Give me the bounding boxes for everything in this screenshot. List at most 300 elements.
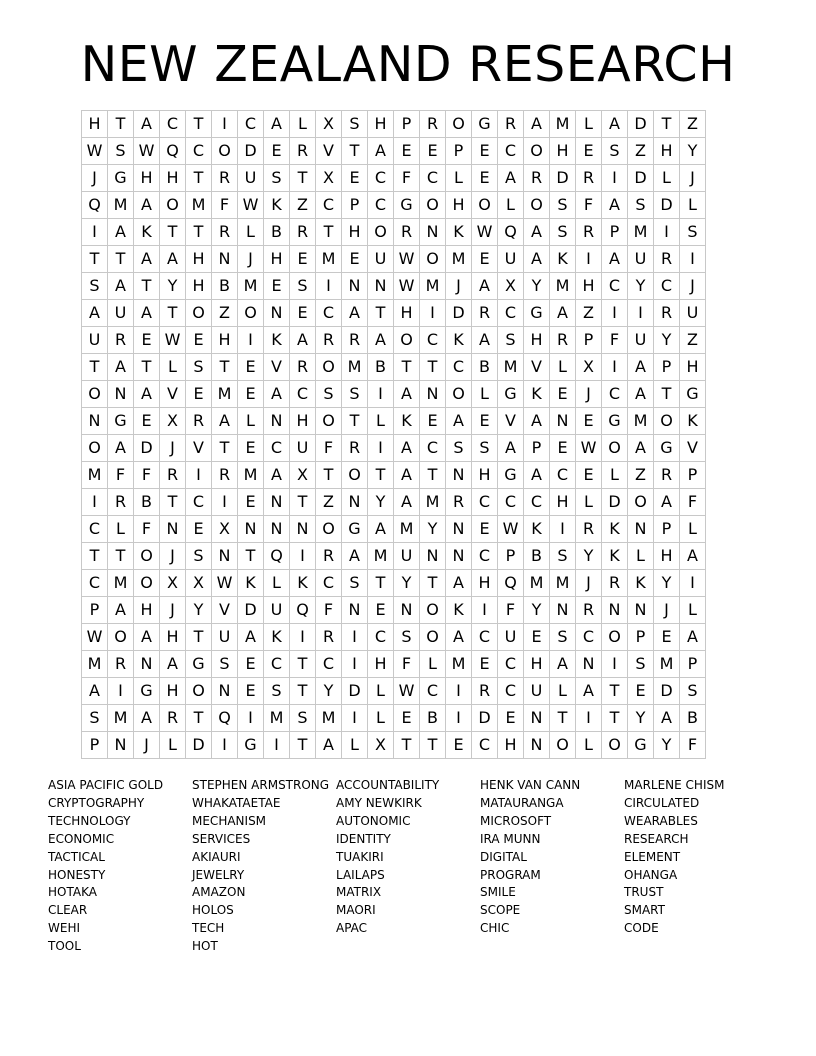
grid-cell[interactable]: I [472, 597, 498, 624]
grid-cell[interactable]: R [186, 408, 212, 435]
grid-cell[interactable]: A [108, 219, 134, 246]
grid-cell[interactable]: A [394, 462, 420, 489]
grid-cell[interactable]: D [342, 678, 368, 705]
grid-cell[interactable]: Y [576, 543, 602, 570]
grid-cell[interactable]: C [472, 543, 498, 570]
grid-cell[interactable]: H [160, 165, 186, 192]
grid-cell[interactable]: Q [498, 219, 524, 246]
grid-cell[interactable]: M [264, 705, 290, 732]
grid-cell[interactable]: I [238, 327, 264, 354]
grid-cell[interactable]: T [160, 219, 186, 246]
grid-cell[interactable]: T [160, 300, 186, 327]
grid-cell[interactable]: H [82, 111, 108, 138]
grid-cell[interactable]: Y [524, 597, 550, 624]
grid-cell[interactable]: A [654, 705, 680, 732]
grid-cell[interactable]: M [420, 273, 446, 300]
grid-cell[interactable]: D [186, 732, 212, 759]
grid-cell[interactable]: J [160, 543, 186, 570]
grid-cell[interactable]: O [550, 732, 576, 759]
grid-cell[interactable]: U [238, 165, 264, 192]
grid-cell[interactable]: C [524, 489, 550, 516]
grid-cell[interactable]: I [186, 462, 212, 489]
grid-cell[interactable]: M [108, 192, 134, 219]
grid-cell[interactable]: H [472, 570, 498, 597]
grid-cell[interactable]: N [108, 732, 134, 759]
grid-cell[interactable]: A [602, 111, 628, 138]
grid-cell[interactable]: I [420, 300, 446, 327]
grid-cell[interactable]: O [602, 435, 628, 462]
grid-cell[interactable]: A [472, 273, 498, 300]
grid-cell[interactable]: P [680, 651, 706, 678]
grid-cell[interactable]: G [134, 678, 160, 705]
grid-cell[interactable]: M [550, 273, 576, 300]
grid-cell[interactable]: X [160, 570, 186, 597]
grid-cell[interactable]: E [628, 678, 654, 705]
grid-cell[interactable]: O [420, 597, 446, 624]
grid-cell[interactable]: E [264, 273, 290, 300]
grid-cell[interactable]: R [472, 678, 498, 705]
grid-cell[interactable]: F [576, 192, 602, 219]
grid-cell[interactable]: A [134, 705, 160, 732]
grid-cell[interactable]: L [420, 651, 446, 678]
grid-cell[interactable]: O [420, 624, 446, 651]
grid-cell[interactable]: A [264, 381, 290, 408]
grid-cell[interactable]: T [368, 300, 394, 327]
grid-cell[interactable]: I [550, 516, 576, 543]
grid-cell[interactable]: C [186, 138, 212, 165]
grid-cell[interactable]: L [446, 165, 472, 192]
grid-cell[interactable]: N [264, 489, 290, 516]
grid-cell[interactable]: O [602, 624, 628, 651]
grid-cell[interactable]: V [186, 435, 212, 462]
grid-cell[interactable]: E [290, 246, 316, 273]
grid-cell[interactable]: U [82, 327, 108, 354]
grid-cell[interactable]: A [290, 327, 316, 354]
grid-cell[interactable]: J [680, 273, 706, 300]
grid-cell[interactable]: J [238, 246, 264, 273]
grid-cell[interactable]: U [264, 597, 290, 624]
grid-cell[interactable]: F [134, 462, 160, 489]
grid-cell[interactable]: E [134, 327, 160, 354]
grid-cell[interactable]: G [628, 732, 654, 759]
grid-cell[interactable]: H [680, 354, 706, 381]
grid-cell[interactable]: I [446, 678, 472, 705]
grid-cell[interactable]: K [264, 192, 290, 219]
grid-cell[interactable]: C [498, 489, 524, 516]
grid-cell[interactable]: M [238, 462, 264, 489]
grid-cell[interactable]: T [290, 678, 316, 705]
grid-cell[interactable]: P [680, 462, 706, 489]
grid-cell[interactable]: H [342, 219, 368, 246]
grid-cell[interactable]: O [394, 327, 420, 354]
grid-cell[interactable]: E [290, 300, 316, 327]
grid-cell[interactable]: U [498, 246, 524, 273]
grid-cell[interactable]: Y [628, 705, 654, 732]
grid-cell[interactable]: K [680, 408, 706, 435]
grid-cell[interactable]: K [446, 219, 472, 246]
grid-cell[interactable]: F [316, 435, 342, 462]
grid-cell[interactable]: U [680, 300, 706, 327]
grid-cell[interactable]: K [446, 597, 472, 624]
grid-cell[interactable]: A [108, 597, 134, 624]
grid-cell[interactable]: A [394, 435, 420, 462]
grid-cell[interactable]: G [524, 300, 550, 327]
grid-cell[interactable]: S [680, 219, 706, 246]
grid-cell[interactable]: C [550, 462, 576, 489]
grid-cell[interactable]: O [472, 192, 498, 219]
grid-cell[interactable]: L [550, 678, 576, 705]
grid-cell[interactable]: Y [316, 678, 342, 705]
grid-cell[interactable]: T [654, 111, 680, 138]
grid-cell[interactable]: E [394, 138, 420, 165]
grid-cell[interactable]: K [394, 408, 420, 435]
grid-cell[interactable]: M [212, 381, 238, 408]
grid-cell[interactable]: D [602, 489, 628, 516]
grid-cell[interactable]: R [654, 300, 680, 327]
grid-cell[interactable]: A [394, 381, 420, 408]
grid-cell[interactable]: V [524, 354, 550, 381]
grid-cell[interactable]: A [368, 327, 394, 354]
grid-cell[interactable]: M [316, 246, 342, 273]
grid-cell[interactable]: E [550, 381, 576, 408]
grid-cell[interactable]: A [524, 111, 550, 138]
grid-cell[interactable]: O [82, 381, 108, 408]
grid-cell[interactable]: A [134, 624, 160, 651]
grid-cell[interactable]: A [342, 300, 368, 327]
grid-cell[interactable]: L [368, 705, 394, 732]
grid-cell[interactable]: U [368, 246, 394, 273]
grid-cell[interactable]: A [342, 543, 368, 570]
grid-cell[interactable]: N [524, 705, 550, 732]
grid-cell[interactable]: B [368, 354, 394, 381]
grid-cell[interactable]: C [186, 489, 212, 516]
grid-cell[interactable]: T [342, 408, 368, 435]
grid-cell[interactable]: N [446, 543, 472, 570]
grid-cell[interactable]: O [212, 138, 238, 165]
grid-cell[interactable]: W [576, 435, 602, 462]
grid-cell[interactable]: F [316, 597, 342, 624]
grid-cell[interactable]: M [628, 219, 654, 246]
grid-cell[interactable]: H [212, 327, 238, 354]
grid-cell[interactable]: E [576, 462, 602, 489]
grid-cell[interactable]: G [238, 732, 264, 759]
grid-cell[interactable]: M [82, 462, 108, 489]
grid-cell[interactable]: O [316, 354, 342, 381]
grid-cell[interactable]: H [446, 192, 472, 219]
grid-cell[interactable]: D [238, 597, 264, 624]
grid-cell[interactable]: R [654, 246, 680, 273]
grid-cell[interactable]: E [264, 138, 290, 165]
grid-cell[interactable]: N [420, 381, 446, 408]
grid-cell[interactable]: T [82, 543, 108, 570]
grid-cell[interactable]: N [264, 516, 290, 543]
grid-cell[interactable]: O [238, 300, 264, 327]
grid-cell[interactable]: T [654, 381, 680, 408]
grid-cell[interactable]: L [290, 111, 316, 138]
grid-cell[interactable]: G [394, 192, 420, 219]
grid-cell[interactable]: I [82, 489, 108, 516]
grid-cell[interactable]: E [654, 624, 680, 651]
grid-cell[interactable]: E [134, 408, 160, 435]
grid-cell[interactable]: G [342, 516, 368, 543]
grid-cell[interactable]: L [550, 354, 576, 381]
grid-cell[interactable]: L [576, 111, 602, 138]
grid-cell[interactable]: O [446, 381, 472, 408]
grid-cell[interactable]: A [680, 543, 706, 570]
grid-cell[interactable]: L [238, 219, 264, 246]
grid-cell[interactable]: L [238, 408, 264, 435]
grid-cell[interactable]: H [134, 165, 160, 192]
grid-cell[interactable]: R [576, 219, 602, 246]
grid-cell[interactable]: N [160, 516, 186, 543]
grid-cell[interactable]: T [420, 570, 446, 597]
grid-cell[interactable]: Q [160, 138, 186, 165]
grid-cell[interactable]: K [628, 570, 654, 597]
grid-cell[interactable]: J [576, 570, 602, 597]
grid-cell[interactable]: I [342, 624, 368, 651]
grid-cell[interactable]: O [446, 111, 472, 138]
grid-cell[interactable]: E [550, 435, 576, 462]
grid-cell[interactable]: T [420, 732, 446, 759]
grid-cell[interactable]: T [186, 219, 212, 246]
grid-cell[interactable]: O [602, 732, 628, 759]
grid-cell[interactable]: N [264, 408, 290, 435]
grid-cell[interactable]: S [446, 435, 472, 462]
grid-cell[interactable]: H [654, 138, 680, 165]
grid-cell[interactable]: E [186, 516, 212, 543]
grid-cell[interactable]: S [394, 624, 420, 651]
grid-cell[interactable]: M [238, 273, 264, 300]
grid-cell[interactable]: W [160, 327, 186, 354]
grid-cell[interactable]: A [446, 408, 472, 435]
grid-cell[interactable]: X [498, 273, 524, 300]
grid-cell[interactable]: S [82, 273, 108, 300]
grid-cell[interactable]: C [498, 138, 524, 165]
grid-cell[interactable]: N [576, 651, 602, 678]
grid-cell[interactable]: W [394, 678, 420, 705]
grid-cell[interactable]: O [628, 489, 654, 516]
grid-cell[interactable]: N [264, 300, 290, 327]
grid-cell[interactable]: N [628, 516, 654, 543]
grid-cell[interactable]: Q [290, 597, 316, 624]
grid-cell[interactable]: F [394, 165, 420, 192]
grid-cell[interactable]: T [290, 165, 316, 192]
grid-cell[interactable]: Q [264, 543, 290, 570]
grid-cell[interactable]: Q [82, 192, 108, 219]
grid-cell[interactable]: O [342, 462, 368, 489]
grid-cell[interactable]: S [550, 543, 576, 570]
grid-cell[interactable]: C [420, 165, 446, 192]
grid-cell[interactable]: L [602, 462, 628, 489]
grid-cell[interactable]: A [108, 354, 134, 381]
grid-cell[interactable]: S [342, 570, 368, 597]
grid-cell[interactable]: E [472, 138, 498, 165]
grid-cell[interactable]: O [186, 300, 212, 327]
grid-cell[interactable]: W [394, 273, 420, 300]
grid-cell[interactable]: E [420, 408, 446, 435]
grid-cell[interactable]: S [186, 543, 212, 570]
grid-cell[interactable]: N [212, 543, 238, 570]
grid-cell[interactable]: E [238, 678, 264, 705]
grid-cell[interactable]: M [420, 489, 446, 516]
grid-cell[interactable]: L [342, 732, 368, 759]
grid-cell[interactable]: L [576, 732, 602, 759]
grid-cell[interactable]: L [654, 165, 680, 192]
grid-cell[interactable]: I [108, 678, 134, 705]
grid-cell[interactable]: S [342, 381, 368, 408]
grid-cell[interactable]: Z [316, 489, 342, 516]
grid-cell[interactable]: D [628, 165, 654, 192]
grid-cell[interactable]: R [290, 354, 316, 381]
grid-cell[interactable]: K [524, 381, 550, 408]
grid-cell[interactable]: J [160, 435, 186, 462]
grid-cell[interactable]: R [160, 705, 186, 732]
grid-cell[interactable]: R [212, 165, 238, 192]
grid-cell[interactable]: E [472, 516, 498, 543]
grid-cell[interactable]: I [680, 570, 706, 597]
grid-cell[interactable]: J [446, 273, 472, 300]
grid-cell[interactable]: A [108, 435, 134, 462]
grid-cell[interactable]: M [82, 651, 108, 678]
grid-cell[interactable]: O [134, 570, 160, 597]
grid-cell[interactable]: A [446, 570, 472, 597]
grid-cell[interactable]: S [342, 111, 368, 138]
grid-cell[interactable]: T [186, 705, 212, 732]
grid-cell[interactable]: E [342, 246, 368, 273]
grid-cell[interactable]: D [654, 678, 680, 705]
grid-cell[interactable]: E [238, 435, 264, 462]
grid-cell[interactable]: C [290, 381, 316, 408]
grid-cell[interactable]: I [342, 651, 368, 678]
grid-cell[interactable]: T [420, 462, 446, 489]
grid-cell[interactable]: R [446, 489, 472, 516]
grid-cell[interactable]: T [186, 624, 212, 651]
grid-cell[interactable]: C [238, 111, 264, 138]
grid-cell[interactable]: A [550, 651, 576, 678]
grid-cell[interactable]: H [498, 732, 524, 759]
grid-cell[interactable]: K [602, 543, 628, 570]
grid-cell[interactable]: I [680, 246, 706, 273]
grid-cell[interactable]: E [238, 354, 264, 381]
grid-cell[interactable]: B [472, 354, 498, 381]
grid-cell[interactable]: S [628, 651, 654, 678]
grid-cell[interactable]: N [290, 516, 316, 543]
grid-cell[interactable]: G [654, 435, 680, 462]
grid-cell[interactable]: S [264, 678, 290, 705]
grid-cell[interactable]: T [550, 705, 576, 732]
grid-cell[interactable]: L [160, 732, 186, 759]
grid-cell[interactable]: H [134, 597, 160, 624]
grid-cell[interactable]: H [550, 489, 576, 516]
grid-cell[interactable]: R [108, 327, 134, 354]
grid-cell[interactable]: F [680, 489, 706, 516]
grid-cell[interactable]: Y [160, 273, 186, 300]
grid-cell[interactable]: H [264, 246, 290, 273]
grid-cell[interactable]: A [498, 435, 524, 462]
grid-cell[interactable]: L [108, 516, 134, 543]
grid-cell[interactable]: A [602, 246, 628, 273]
grid-cell[interactable]: W [134, 138, 160, 165]
grid-cell[interactable]: C [498, 651, 524, 678]
grid-cell[interactable]: T [420, 354, 446, 381]
grid-cell[interactable]: O [186, 678, 212, 705]
grid-cell[interactable]: C [472, 624, 498, 651]
grid-cell[interactable]: L [160, 354, 186, 381]
grid-cell[interactable]: N [420, 219, 446, 246]
grid-cell[interactable]: A [524, 462, 550, 489]
grid-cell[interactable]: H [186, 246, 212, 273]
grid-cell[interactable]: M [446, 651, 472, 678]
grid-cell[interactable]: P [654, 354, 680, 381]
grid-cell[interactable]: K [550, 246, 576, 273]
grid-cell[interactable]: M [186, 192, 212, 219]
grid-cell[interactable]: S [82, 705, 108, 732]
grid-cell[interactable]: N [238, 516, 264, 543]
grid-cell[interactable]: A [134, 246, 160, 273]
grid-cell[interactable]: W [82, 138, 108, 165]
grid-cell[interactable]: Y [654, 570, 680, 597]
grid-cell[interactable]: P [576, 327, 602, 354]
grid-cell[interactable]: C [316, 300, 342, 327]
grid-cell[interactable]: U [628, 246, 654, 273]
grid-cell[interactable]: F [108, 462, 134, 489]
grid-cell[interactable]: N [342, 489, 368, 516]
grid-cell[interactable]: L [368, 678, 394, 705]
grid-cell[interactable]: J [82, 165, 108, 192]
grid-cell[interactable]: S [290, 273, 316, 300]
grid-cell[interactable]: U [498, 624, 524, 651]
grid-cell[interactable]: G [108, 408, 134, 435]
grid-cell[interactable]: B [264, 219, 290, 246]
grid-cell[interactable]: T [108, 246, 134, 273]
grid-cell[interactable]: C [368, 624, 394, 651]
grid-cell[interactable]: R [290, 138, 316, 165]
grid-cell[interactable]: S [316, 381, 342, 408]
grid-cell[interactable]: R [342, 327, 368, 354]
grid-cell[interactable]: X [576, 354, 602, 381]
grid-cell[interactable]: N [134, 651, 160, 678]
grid-cell[interactable]: J [680, 165, 706, 192]
grid-cell[interactable]: M [524, 570, 550, 597]
grid-cell[interactable]: E [576, 138, 602, 165]
grid-cell[interactable]: R [316, 624, 342, 651]
grid-cell[interactable]: M [628, 408, 654, 435]
grid-cell[interactable]: V [316, 138, 342, 165]
grid-cell[interactable]: A [628, 435, 654, 462]
grid-cell[interactable]: R [576, 516, 602, 543]
grid-cell[interactable]: H [472, 462, 498, 489]
grid-cell[interactable]: B [420, 705, 446, 732]
grid-cell[interactable]: A [394, 489, 420, 516]
grid-cell[interactable]: J [160, 597, 186, 624]
grid-cell[interactable]: E [472, 165, 498, 192]
grid-cell[interactable]: R [160, 462, 186, 489]
grid-cell[interactable]: D [550, 165, 576, 192]
grid-cell[interactable]: E [186, 327, 212, 354]
grid-cell[interactable]: C [420, 678, 446, 705]
grid-cell[interactable]: L [264, 570, 290, 597]
grid-cell[interactable]: R [472, 300, 498, 327]
grid-cell[interactable]: W [238, 192, 264, 219]
grid-cell[interactable]: D [654, 192, 680, 219]
grid-cell[interactable]: I [342, 705, 368, 732]
grid-cell[interactable]: Z [628, 462, 654, 489]
grid-cell[interactable]: M [342, 354, 368, 381]
grid-cell[interactable]: A [498, 165, 524, 192]
grid-cell[interactable]: N [550, 408, 576, 435]
grid-cell[interactable]: N [550, 597, 576, 624]
grid-cell[interactable]: Y [186, 597, 212, 624]
